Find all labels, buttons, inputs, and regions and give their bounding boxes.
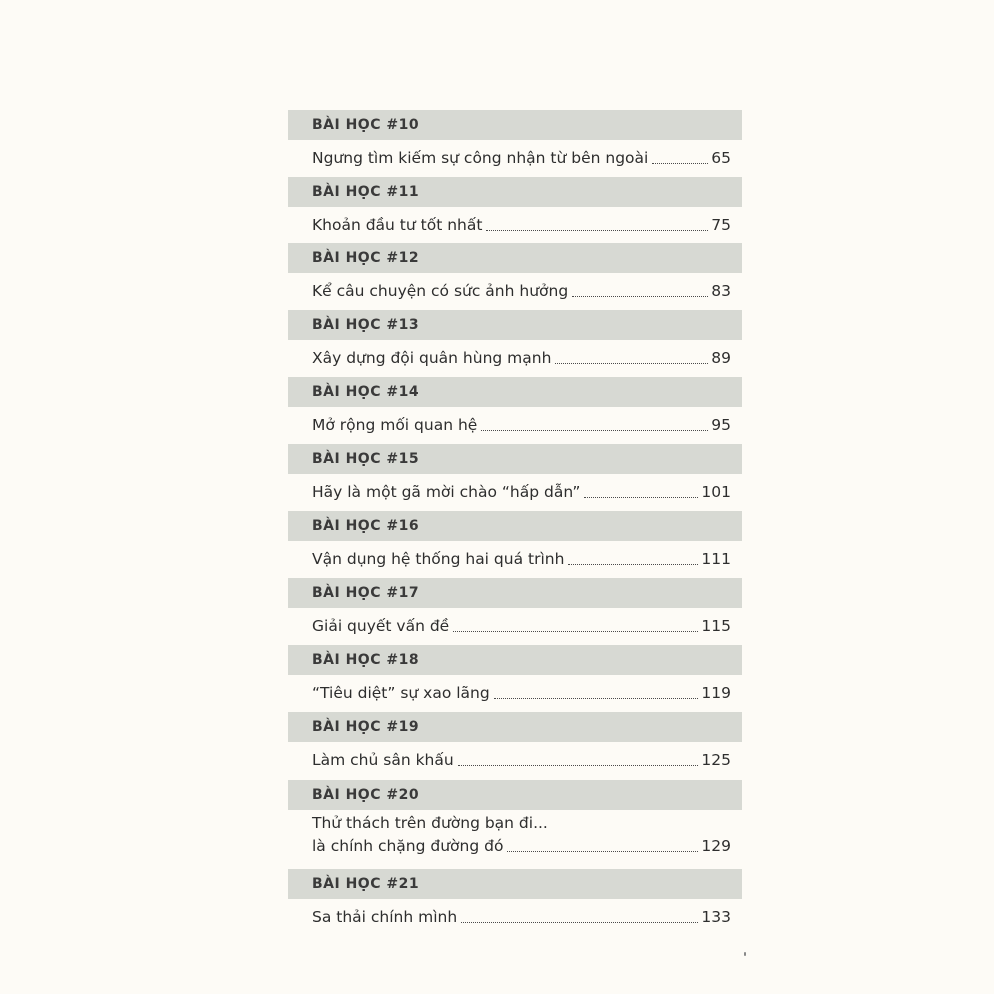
- toc-entry: [312, 541, 731, 578]
- lesson-heading: BÀI HỌC #18: [288, 645, 742, 675]
- toc-entry: [312, 899, 731, 936]
- lesson-heading: BÀI HỌC #16: [288, 511, 742, 541]
- page-number: 111: [701, 550, 731, 568]
- toc-section-12: [288, 243, 742, 310]
- toc-section-17: [288, 578, 742, 645]
- lesson-heading: BÀI HỌC #11: [288, 177, 742, 207]
- toc-entry: [312, 207, 731, 244]
- entry-title: “Tiêu diệt” sự xao lãng: [312, 684, 490, 702]
- lesson-heading: BÀI HỌC #13: [288, 310, 742, 340]
- page-number: 125: [701, 751, 731, 769]
- lesson-heading: BÀI HỌC #21: [288, 869, 742, 899]
- dot-leader: [507, 851, 698, 852]
- entry-title: Làm chủ sân khấu: [312, 751, 454, 769]
- toc-section-18: [288, 645, 742, 712]
- entry-title: Xây dựng đội quân hùng mạnh: [312, 349, 552, 367]
- lesson-heading: BÀI HỌC #20: [288, 780, 742, 810]
- entry-title: Mở rộng mối quan hệ: [312, 416, 478, 434]
- toc-section-21: [288, 869, 742, 936]
- dot-leader: [494, 698, 699, 699]
- entry-title: Hãy là một gã mời chào “hấp dẫn”: [312, 483, 581, 501]
- entry-title: Giải quyết vấn đề: [312, 617, 450, 635]
- page-number: 65: [711, 149, 731, 167]
- page-number: 101: [701, 483, 731, 501]
- dot-leader: [568, 564, 698, 565]
- dot-leader: [572, 296, 708, 297]
- page-number: 95: [711, 416, 731, 434]
- dot-leader: [458, 765, 699, 766]
- dot-leader: [481, 430, 708, 431]
- entry-title: Khoản đầu tư tốt nhất: [312, 216, 483, 234]
- toc-section-16: [288, 511, 742, 578]
- toc-section-19: [288, 712, 742, 779]
- page-number: 119: [701, 684, 731, 702]
- toc-section-20: [288, 780, 742, 868]
- toc-entry: [312, 273, 731, 310]
- entry-title-line2: là chính chặng đường đó: [312, 837, 504, 855]
- entry-title: Ngưng tìm kiếm sự công nhận từ bên ngoài: [312, 149, 649, 167]
- dot-leader: [555, 363, 708, 364]
- toc-section-14: [288, 377, 742, 444]
- toc-section-13: [288, 310, 742, 377]
- toc-entry: [312, 742, 731, 779]
- page-number: 83: [711, 282, 731, 300]
- entry-title: Kể câu chuyện có sức ảnh hưởng: [312, 282, 569, 300]
- page-number: 129: [701, 837, 731, 855]
- entry-title-line1: Thử thách trên đường bạn đi...: [312, 814, 548, 832]
- toc-section-11: [288, 177, 742, 244]
- margin-mark: [744, 952, 746, 956]
- page-number: 115: [701, 617, 731, 635]
- toc-entry: [312, 340, 731, 377]
- page-number: 133: [701, 908, 731, 926]
- page-number: 75: [711, 216, 731, 234]
- lesson-heading: BÀI HỌC #12: [288, 243, 742, 273]
- toc-entry: [312, 140, 731, 177]
- toc-entry: [312, 810, 731, 868]
- lesson-heading: BÀI HỌC #14: [288, 377, 742, 407]
- page-number: 89: [711, 349, 731, 367]
- dot-leader: [486, 230, 708, 231]
- toc-section-15: [288, 444, 742, 511]
- toc-section-10: [288, 110, 742, 177]
- dot-leader: [453, 631, 698, 632]
- lesson-heading: BÀI HỌC #17: [288, 578, 742, 608]
- toc-entry: [312, 407, 731, 444]
- lesson-heading: BÀI HỌC #15: [288, 444, 742, 474]
- lesson-heading: BÀI HỌC #19: [288, 712, 742, 742]
- dot-leader: [652, 163, 708, 164]
- toc-entry: [312, 675, 731, 712]
- lesson-heading: BÀI HỌC #10: [288, 110, 742, 140]
- dot-leader: [461, 922, 698, 923]
- toc-entry: [312, 608, 731, 645]
- dot-leader: [584, 497, 698, 498]
- toc-entry: [312, 474, 731, 511]
- entry-title: Sa thải chính mình: [312, 908, 458, 926]
- entry-title: Vận dụng hệ thống hai quá trình: [312, 550, 565, 568]
